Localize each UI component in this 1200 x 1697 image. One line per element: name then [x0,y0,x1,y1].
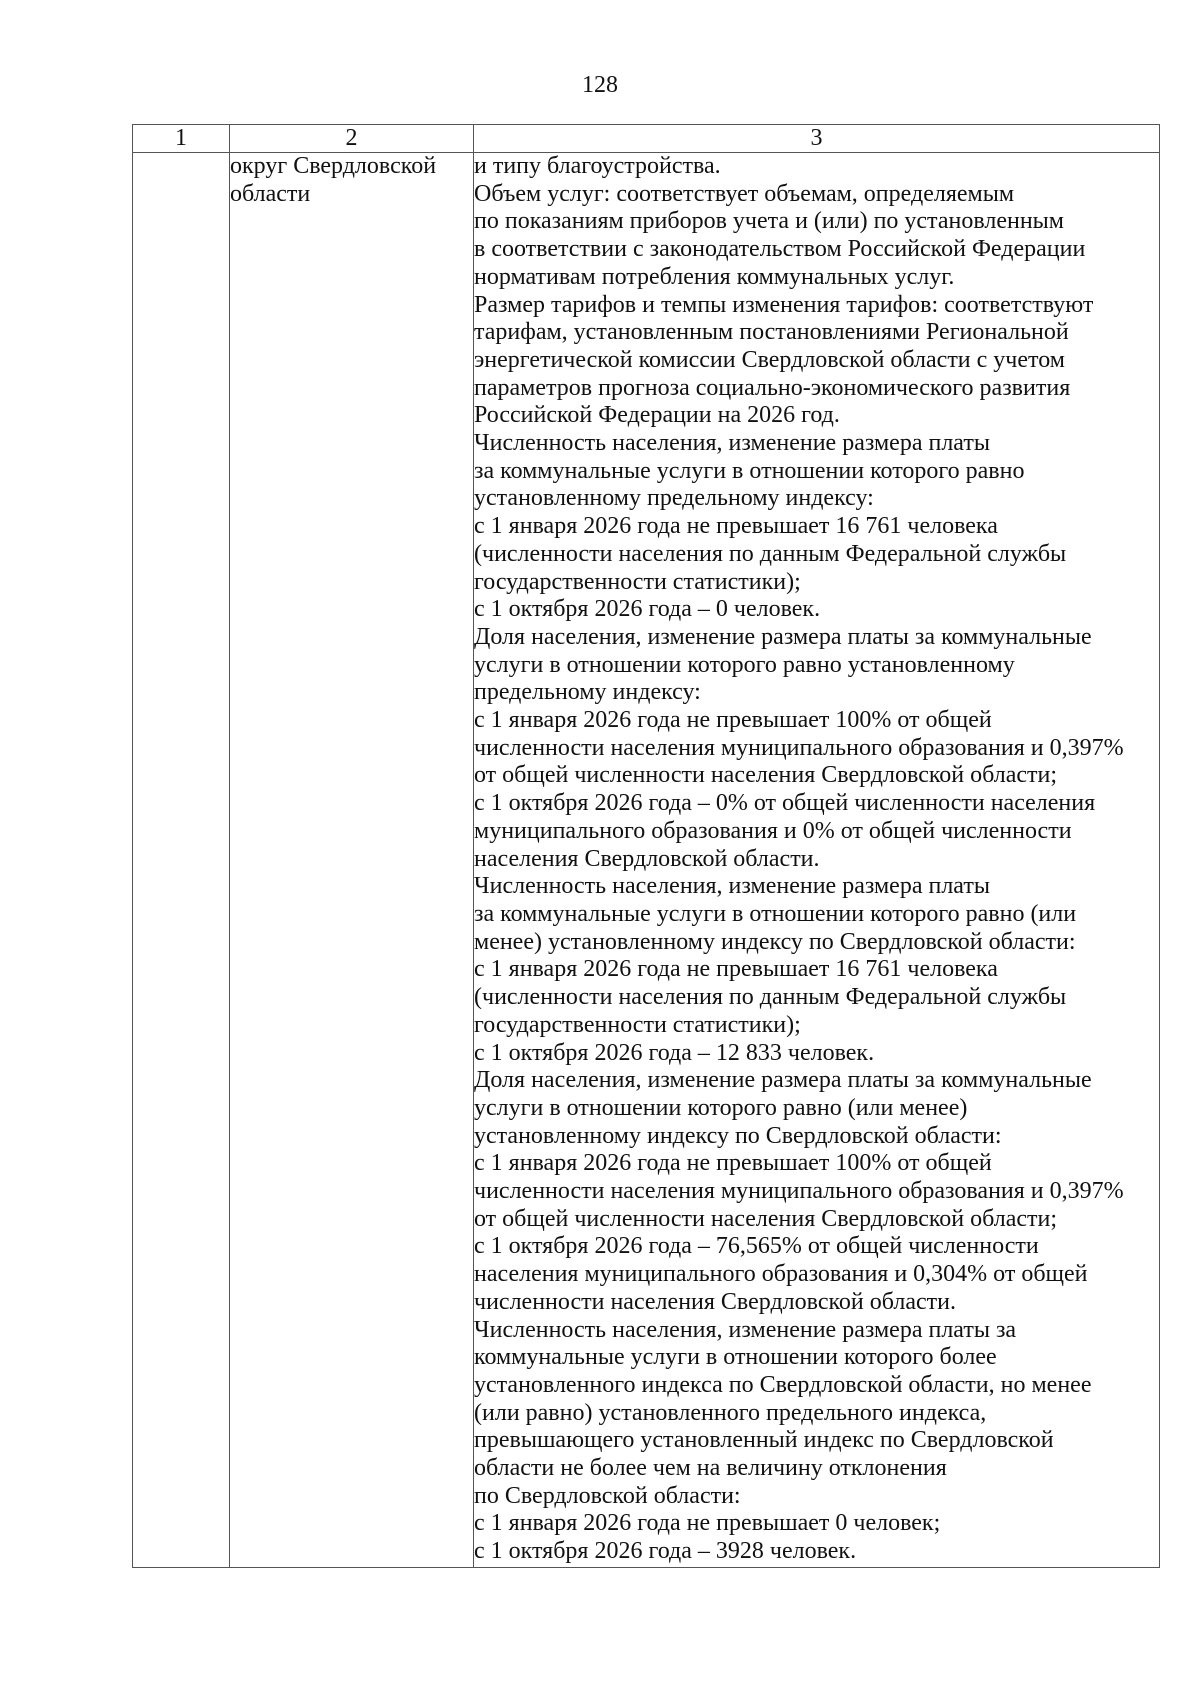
text-line: государственности статистики); [474,1011,801,1038]
text-line: области [230,180,311,207]
column-header-3: 3 [474,125,1160,153]
text-line: установленному индексу по Свердловской области: [474,1122,1002,1149]
text-line: муниципального образования и 0% от общей численности [474,817,1072,844]
document-table [132,124,1160,1568]
text-line: от общей численности населения Свердловской области; [474,762,1058,789]
text-line: (численности населения по данным Федеральной службы [474,540,1067,567]
text-line: установленному предельному индексу: [474,485,874,512]
text-line: округ Свердловской [230,153,437,179]
text-line: за коммунальные услуги в отношении которого равно (или [474,900,1077,927]
text-line: с 1 января 2026 года не превышает 100% от общей [474,1150,992,1177]
cell-municipality [230,153,474,1568]
table-header-row [133,125,1160,153]
text-line: Размер тарифов и темпы изменения тарифов: соответствуют [474,291,1094,318]
text-line: энергетической комиссии Свердловской области с учетом [474,346,1065,373]
text-line: (или равно) установленного предельного индекса, [474,1399,987,1426]
cell-description [474,153,1160,1568]
text-line: Численность населения, изменение размера платы [474,430,990,457]
text-line: Доля населения, изменение размера платы за коммунальные [474,1067,1092,1094]
text-line: Доля населения, изменение размера платы за коммунальные [474,623,1092,650]
text-line: с 1 января 2026 года не превышает 16 761 человека [474,956,998,983]
column-header-1: 1 [133,125,230,153]
text-line: тарифам, установленным постановлениями Региональной [474,319,1069,346]
text-line: населения муниципального образования и 0,304% от общей [474,1261,1088,1288]
text-line: в соответствии с законодательством Российской Федерации [474,236,1086,263]
text-line: и типу благоустройства. [474,153,721,179]
text-line: Численность населения, изменение размера платы [474,873,990,900]
text-line: численности населения муниципального образования и 0,397% [474,1178,1124,1205]
text-line: установленного индекса по Свердловской области, но менее [474,1371,1092,1398]
text-line: по показаниям приборов учета и (или) по установленным [474,208,1064,235]
text-line: услуги в отношении которого равно установленному [474,651,1015,678]
text-line: Численность населения, изменение размера платы за [474,1316,1017,1343]
text-line: с 1 октября 2026 года – 0 человек. [474,596,821,623]
text-line: численности населения Свердловской области. [474,1288,956,1315]
text-line: (численности населения по данным Федеральной службы [474,984,1067,1011]
text-line: с 1 октября 2026 года – 0% от общей численности населения [474,790,1096,817]
text-line: по Свердловской области: [474,1482,741,1509]
text-line: параметров прогноза социально-экономического развития [474,374,1071,401]
page-number: 128 [582,72,618,98]
text-line: от общей численности населения Свердловской области; [474,1205,1058,1232]
text-line: менее) установленному индексу по Свердловской области: [474,928,1076,955]
text-line: с 1 октября 2026 года – 12 833 человек. [474,1039,875,1066]
text-line: услуги в отношении которого равно (или менее) [474,1094,968,1121]
text-line: с 1 октября 2026 года – 76,565% от общей численности [474,1233,1039,1260]
table-row [133,153,1160,1568]
text-line: нормативам потребления коммунальных услуг. [474,263,955,290]
text-line: коммунальные услуги в отношении которого более [474,1344,997,1371]
cell-number [133,153,230,1568]
text-line: предельному индексу: [474,679,701,706]
text-line: населения Свердловской области. [474,845,820,872]
text-line: с 1 октября 2026 года – 3928 человек. [474,1538,857,1565]
text-line: за коммунальные услуги в отношении которого равно [474,457,1025,484]
text-line: превышающего установленный индекс по Свердловской [474,1427,1054,1454]
column-header-2: 2 [230,125,474,153]
text-line: с 1 января 2026 года не превышает 0 человек; [474,1510,941,1537]
text-line: Объем услуг: соответствует объемам, определяемым [474,180,1015,207]
text-line: численности населения муниципального образования и 0,397% [474,734,1124,761]
text-line: с 1 января 2026 года не превышает 100% от общей [474,707,992,734]
text-line: с 1 января 2026 года не превышает 16 761 человека [474,513,998,540]
text-line: области не более чем на величину отклонения [474,1455,947,1482]
text-line: Российской Федерации на 2026 год. [474,402,840,429]
text-line: государственности статистики); [474,568,801,595]
